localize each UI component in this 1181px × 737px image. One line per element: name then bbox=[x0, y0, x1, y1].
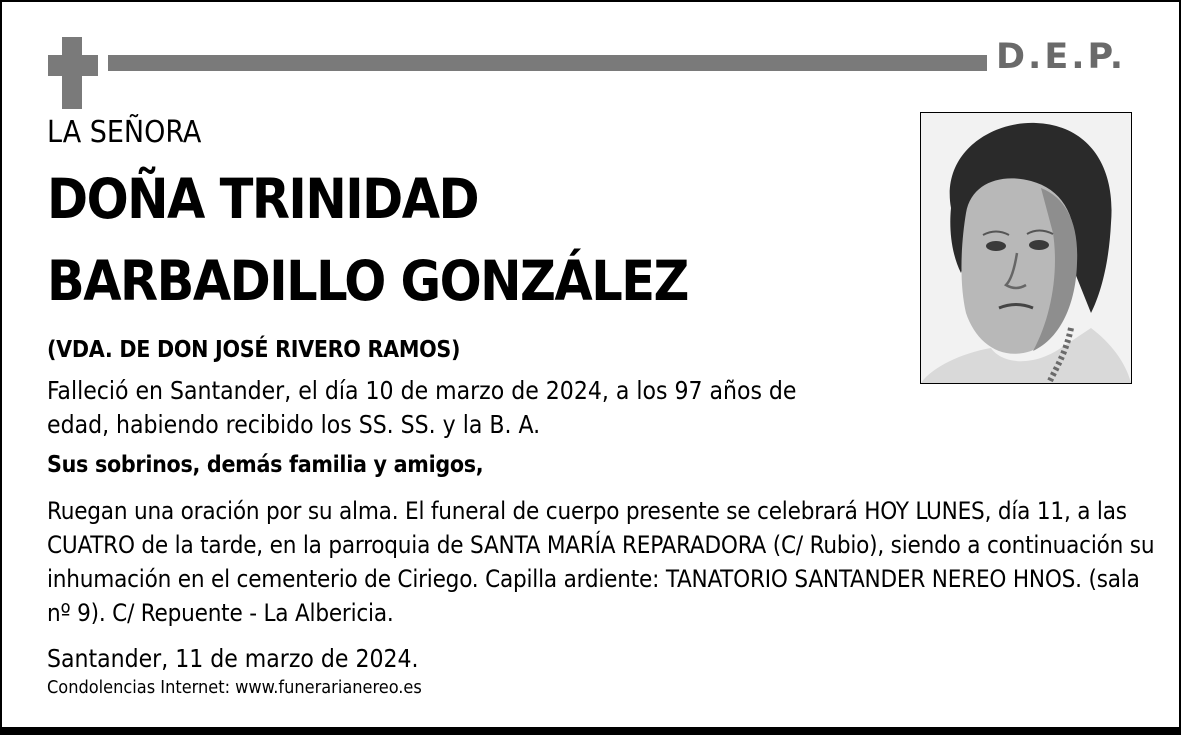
title-label: LA SEÑORA bbox=[47, 115, 202, 150]
condolences-link[interactable]: Condolencias Internet: www.funerarianereo.es bbox=[47, 677, 422, 698]
dateline: Santander, 11 de marzo de 2024. bbox=[47, 644, 419, 673]
widow-of: (VDA. DE DON JOSÉ RIVERO RAMOS) bbox=[47, 337, 461, 363]
cross-icon-bar bbox=[48, 55, 98, 76]
dep-badge: D.E.P. bbox=[996, 37, 1127, 77]
deceased-name-line1: DOÑA TRINIDAD bbox=[47, 167, 479, 231]
death-notice: Falleció en Santander, el día 10 de marzo de 2024, a los 97 años de edad, habiendo recibido los SS. SS. y la B. A. bbox=[47, 376, 797, 439]
portrait-icon bbox=[921, 113, 1131, 383]
portrait-photo bbox=[920, 112, 1132, 384]
deceased-name-line2: BARBADILLO GONZÁLEZ bbox=[47, 249, 688, 313]
header-rule bbox=[108, 55, 987, 71]
funeral-details: Ruegan una oración por su alma. El funeral de cuerpo presente se celebrará HOY LUNES, día 11, a las CUATRO de la tarde, en la parroquia de SANTA MARÍA REPARADORA (C/ Rubio), siendo a continuación su inhumación en el cementerio de Ciriego. Capilla ardiente: TANATORIO SANTANDER NEREO HNOS. (sala nº 9). C/ Repuente - La Albericia. bbox=[47, 497, 1155, 627]
family-line: Sus sobrinos, demás familia y amigos, bbox=[47, 452, 484, 478]
